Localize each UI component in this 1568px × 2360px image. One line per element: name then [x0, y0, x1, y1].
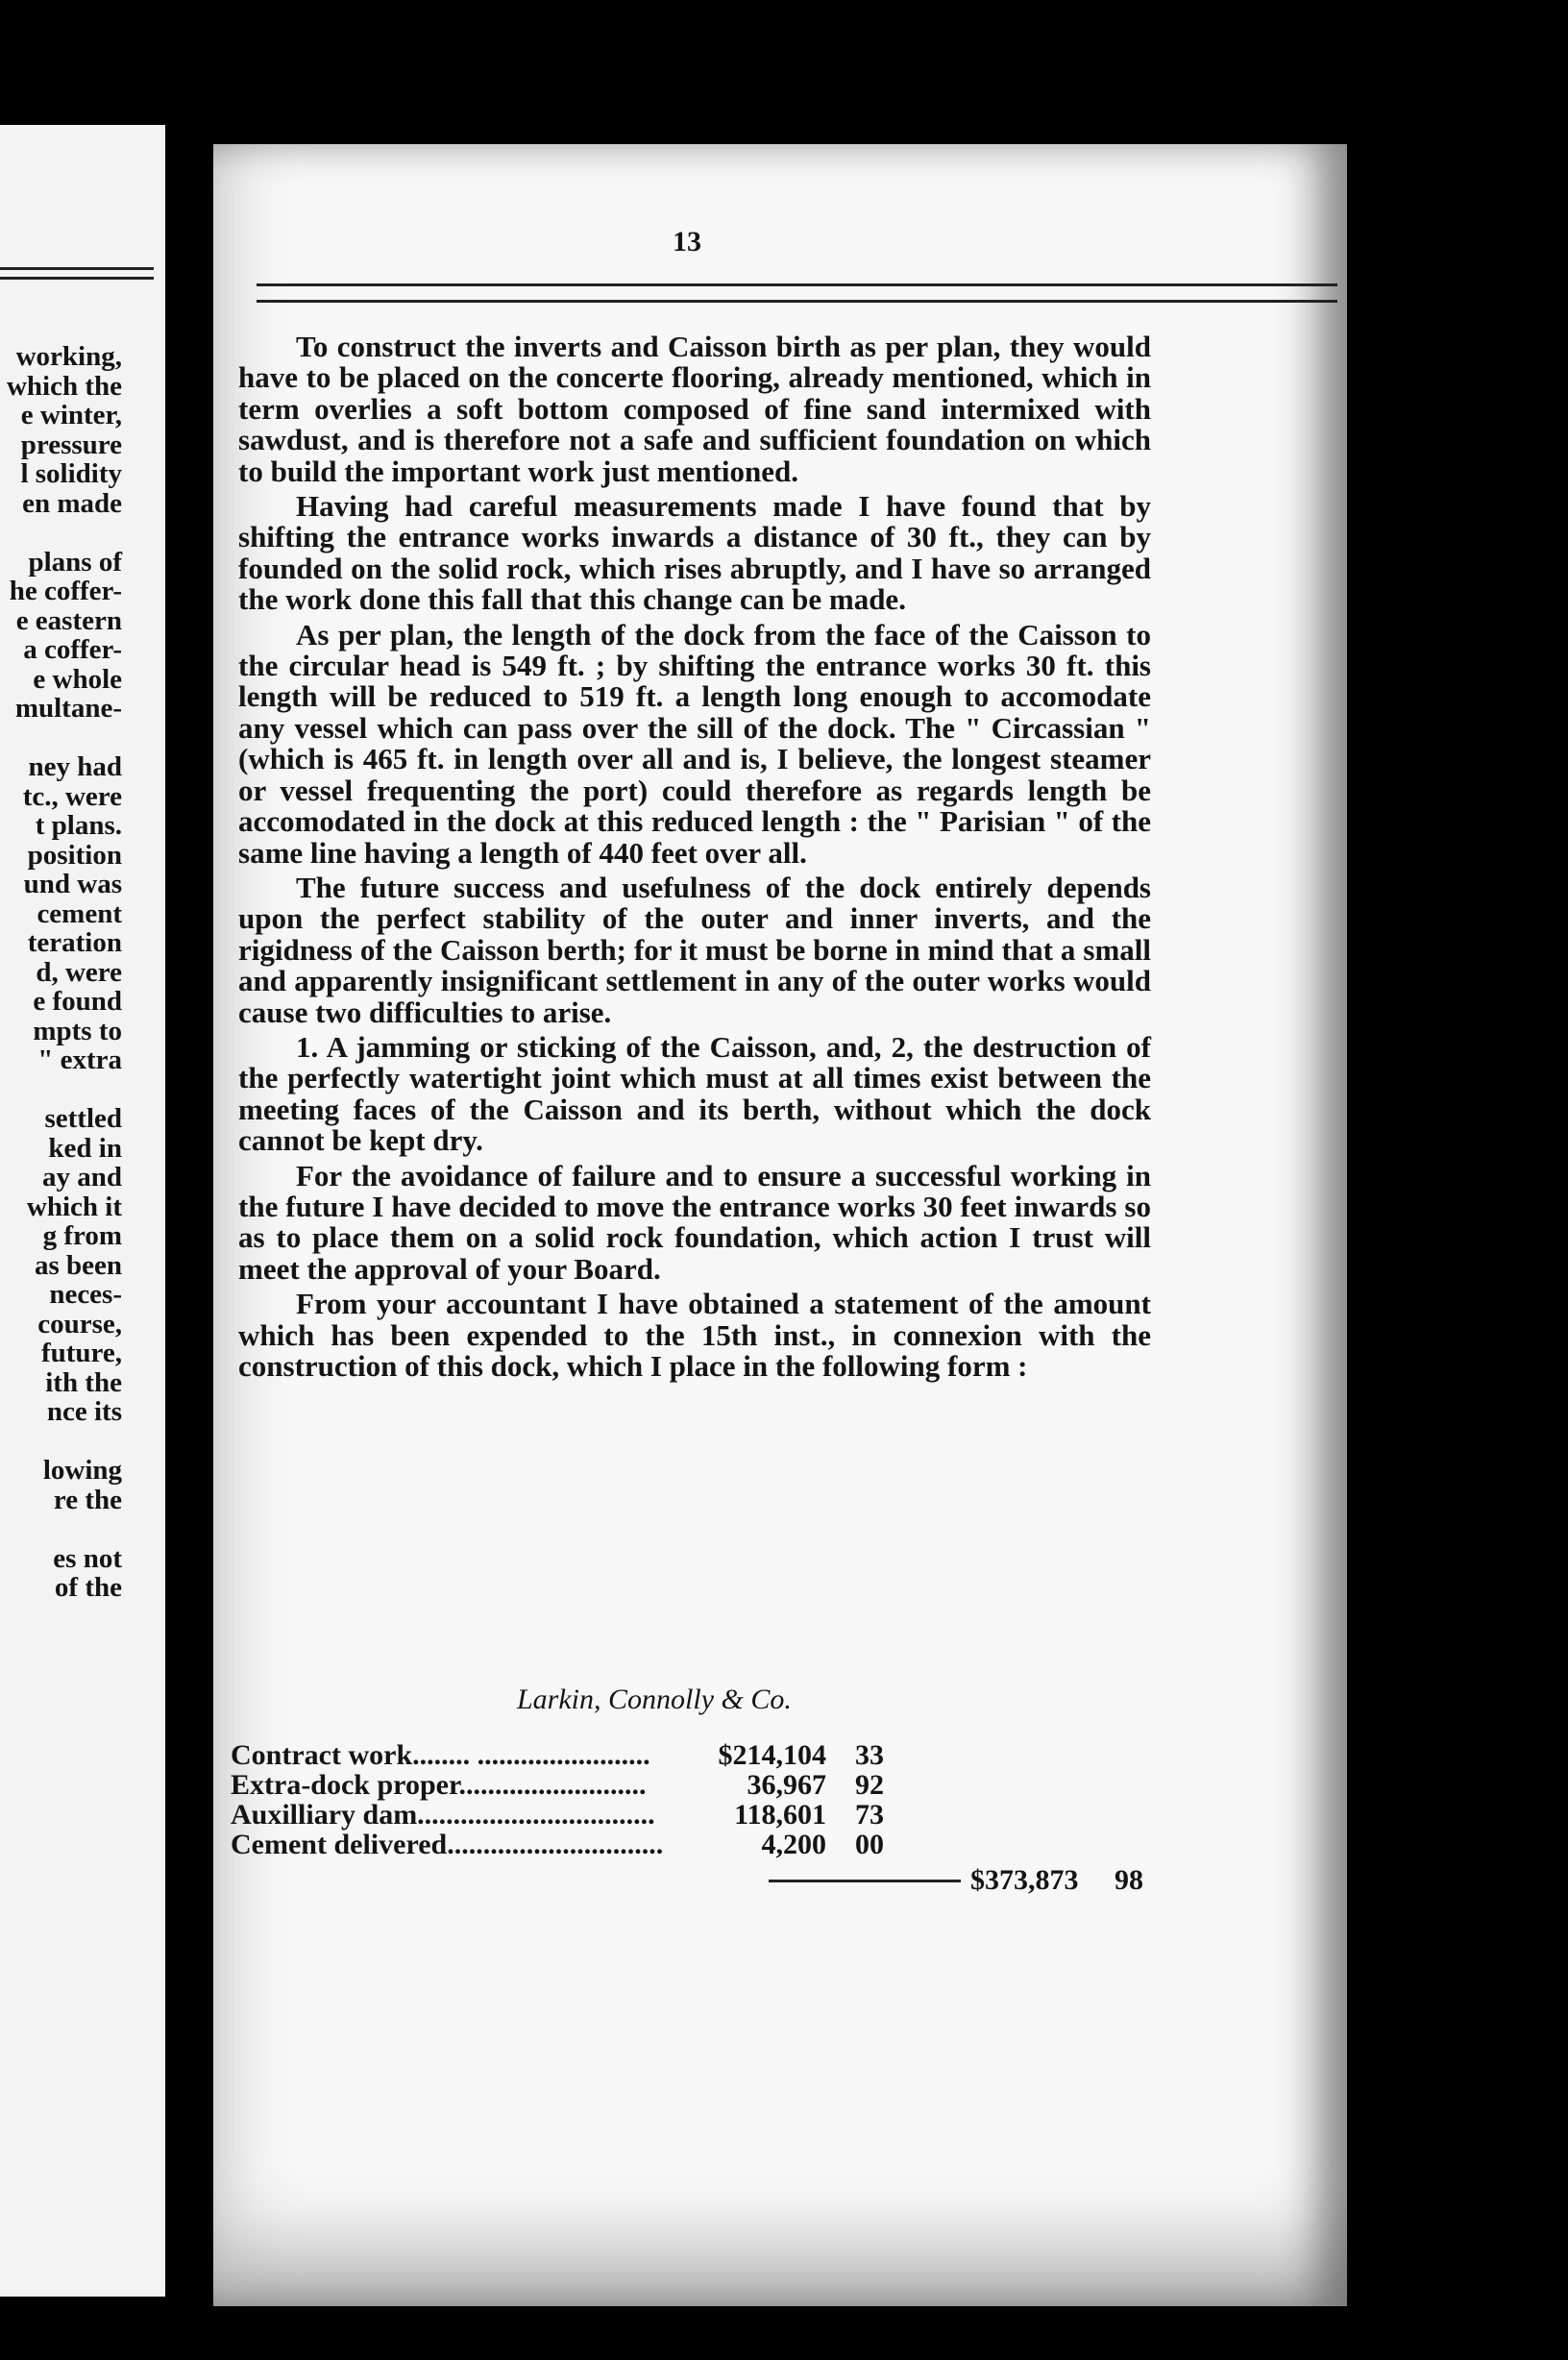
left-fragment-line: nce its: [46, 1396, 122, 1427]
account-dollars: $214,104: [718, 1739, 826, 1771]
paragraph-4: The future success and usefulness of the dock entirely depends upon the perfect stability of the outer and inner inverts, and the rigidness of the Caisson berth; for it must be borne in mind that a small and apparently insignificant settlement in any of the outer works would cause two difficulties to arise.: [238, 870, 1151, 1029]
account-label: Cement delivered..............................: [231, 1829, 664, 1860]
paragraph-1: To construct the inverts and Caisson birth as per plan, they would have to be placed on the concerte flooring, already mentioned, which in term overlies a soft bottom composed of fine sand intermixed with sawdust, and is therefore not a safe and sufficient foundation on which to build the important work just mentioned.: [238, 330, 1151, 488]
account-cents: 92: [855, 1769, 884, 1801]
account-label: Extra-dock proper..........................: [231, 1769, 647, 1801]
left-fragment-line: e winter,: [20, 400, 122, 430]
left-fragment-line: und was: [23, 869, 122, 899]
paragraph-3: As per plan, the length of the dock from the face of the Caisson to the circular head is 549 ft. ; by shifting the entrance works 30 ft. this length will be reduced to 519 ft. a length long enough to accomodate any vessel which can pass over the sill of the dock. The " Circassian " (which is 465 ft. in length over all and is, I believe, the longest steamer or vessel frequenting the port) could therefore as regards length be accomodated in the dock at this reduced length : the " Parisian " of the same line having a length of 440 feet over all.: [238, 617, 1151, 870]
account-row: [231, 1829, 1191, 1858]
left-fragment-line: he coffer-: [9, 576, 122, 606]
left-fragment-line: e whole: [33, 663, 122, 695]
left-fragment-line: which the: [6, 370, 122, 402]
left-fragment-line: cement: [37, 897, 122, 929]
left-fragment-line: lowing: [42, 1455, 122, 1486]
account-label: Auxilliary dam.................................: [231, 1799, 655, 1831]
page-number: 13: [673, 226, 701, 258]
left-fragment-line: of the: [54, 1572, 122, 1603]
left-fragment-line: future,: [40, 1338, 122, 1368]
total-dollars: $373,873: [970, 1864, 1079, 1896]
left-fragment-line: neces-: [49, 1279, 122, 1310]
paragraph-6: For the avoidance of failure and to ensure a successful working in the future I have decided to move the entrance works 30 feet inwards so as to place them on a solid rock foundation, which action I trust will meet the approval of your Board.: [238, 1158, 1151, 1286]
paragraph-7: From your accountant I have obtained a statement of the amount which has been expended to the 15th inst., in connexion with the construction of this dock, which I place in the following form :: [238, 1287, 1151, 1383]
left-fragment-line: mpts to: [33, 1015, 122, 1046]
total-row: [231, 1864, 1191, 1899]
account-dollars: 4,200: [761, 1829, 826, 1860]
left-fragment-line: teration: [27, 927, 122, 958]
left-page-rule-top: [0, 267, 154, 270]
header-double-rule: [257, 283, 1337, 303]
left-page-rule-bottom: [0, 277, 154, 280]
total-rule: [769, 1880, 961, 1882]
left-fragment-line: " extra: [37, 1045, 122, 1075]
left-fragment-line: tc., were: [22, 780, 122, 812]
account-dollars: 36,967: [747, 1769, 826, 1801]
left-fragment-line: re the: [53, 1484, 122, 1515]
account-row: [231, 1739, 1191, 1769]
left-fragment-line: which it: [26, 1191, 122, 1222]
paragraph-5: 1. A jamming or sticking of the Caisson, and, 2, the destruction of the perfectly watertight joint which must at all times exist between the meeting faces of the Caisson and its berth, without which the dock cannot be kept dry.: [238, 1029, 1151, 1158]
left-fragment-line: g from: [42, 1220, 122, 1251]
left-fragment-line: ay and: [41, 1162, 122, 1192]
left-fragment-line: pressure: [20, 429, 122, 460]
left-fragment-line: working,: [15, 341, 122, 372]
left-fragment-line: e eastern: [15, 604, 122, 636]
left-fragment-line: l solidity: [20, 458, 122, 489]
total-cents: 98: [1115, 1864, 1143, 1896]
account-cents: 33: [855, 1739, 884, 1771]
left-fragment-line: ked in: [48, 1132, 122, 1164]
left-fragment-line: es not: [53, 1542, 122, 1574]
account-cents: 00: [855, 1829, 884, 1860]
left-fragment-line: multane-: [14, 693, 122, 724]
left-fragment-line: en made: [22, 487, 122, 519]
left-fragment-line: d, were: [36, 956, 122, 988]
left-fragment-line: ney had: [28, 751, 122, 782]
account-row: [231, 1769, 1191, 1799]
left-fragment-line: ith the: [45, 1366, 122, 1398]
paragraph-2: Having had careful measurements made I have found that by shifting the entrance works inwards a distance of 30 ft., they can by founded on the solid rock, which rises abruptly, and I have so arranged the work done this fall that this change can be made.: [238, 489, 1151, 617]
accounts-table: [231, 1739, 1191, 1899]
adjacent-page-fragment: [0, 125, 165, 2297]
left-fragment-line: e found: [33, 986, 122, 1017]
left-fragment-line: plans of: [28, 546, 122, 578]
body-text: [238, 332, 1151, 1386]
left-fragment-line: settled: [44, 1103, 122, 1134]
account-row: [231, 1799, 1191, 1829]
account-label: Contract work........ ........................: [231, 1739, 650, 1771]
page-gutter: [165, 0, 213, 2360]
left-fragment-line: course,: [37, 1308, 122, 1340]
left-fragment-line: position: [27, 839, 122, 871]
left-fragment-line: a coffer-: [23, 634, 122, 665]
left-fragment-line: t plans.: [35, 810, 122, 841]
account-cents: 73: [855, 1799, 884, 1831]
account-dollars: 118,601: [734, 1799, 826, 1831]
left-fragment-line: as been: [34, 1249, 122, 1281]
signature-line: Larkin, Connolly & Co.: [517, 1684, 792, 1715]
